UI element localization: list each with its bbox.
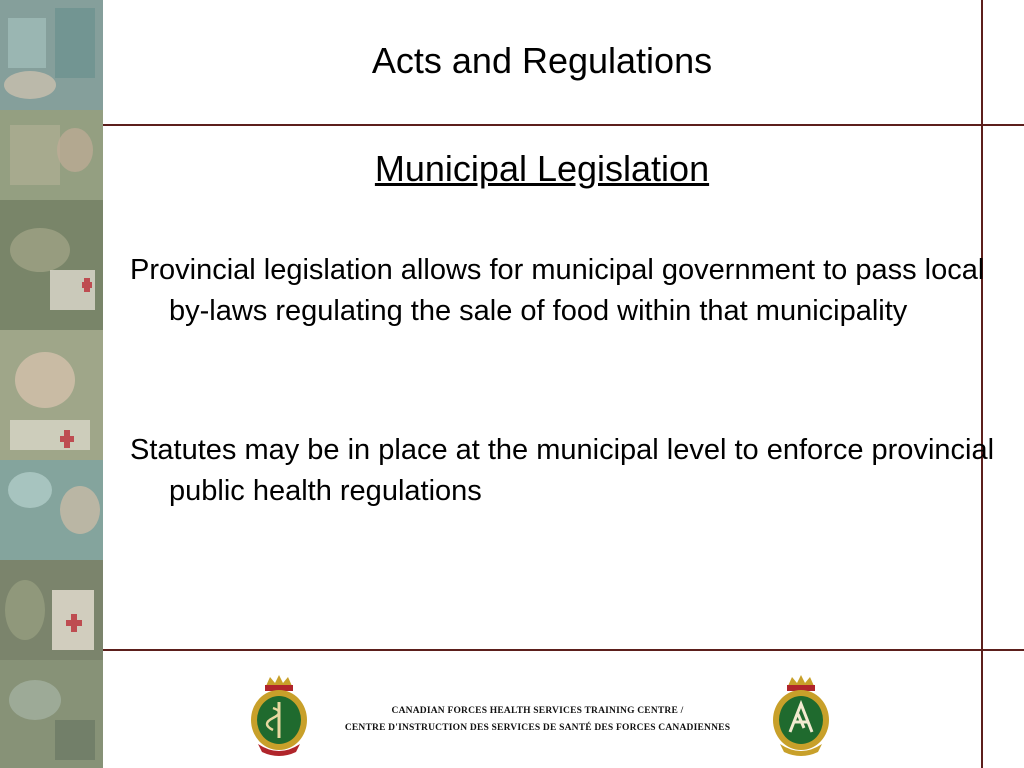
right-border-line (981, 0, 983, 768)
training-centre-crest-icon (768, 672, 834, 758)
header-divider (103, 124, 1024, 126)
footer-divider (103, 649, 1024, 651)
slide-subtitle: Municipal Legislation (374, 148, 710, 189)
slide-title: Acts and Regulations (371, 40, 713, 81)
paragraph-2: Statutes may be in place at the municipal level to enforce provincial public health regulations (130, 434, 995, 507)
medical-photo-collage (0, 0, 103, 768)
footer-line-english: CANADIAN FORCES HEALTH SERVICES TRAINING CENTRE / (391, 706, 684, 716)
health-services-crest-icon (246, 672, 312, 758)
paragraph-1: Provincial legislation allows for municipal government to pass local by-laws regulating the sale of food within that municipality (130, 254, 985, 327)
photo-collage-strip (0, 0, 103, 768)
footer-line-french: CENTRE D'INSTRUCTION DES SERVICES DE SANTÉ DES FORCES CANADIENNES (344, 723, 731, 733)
